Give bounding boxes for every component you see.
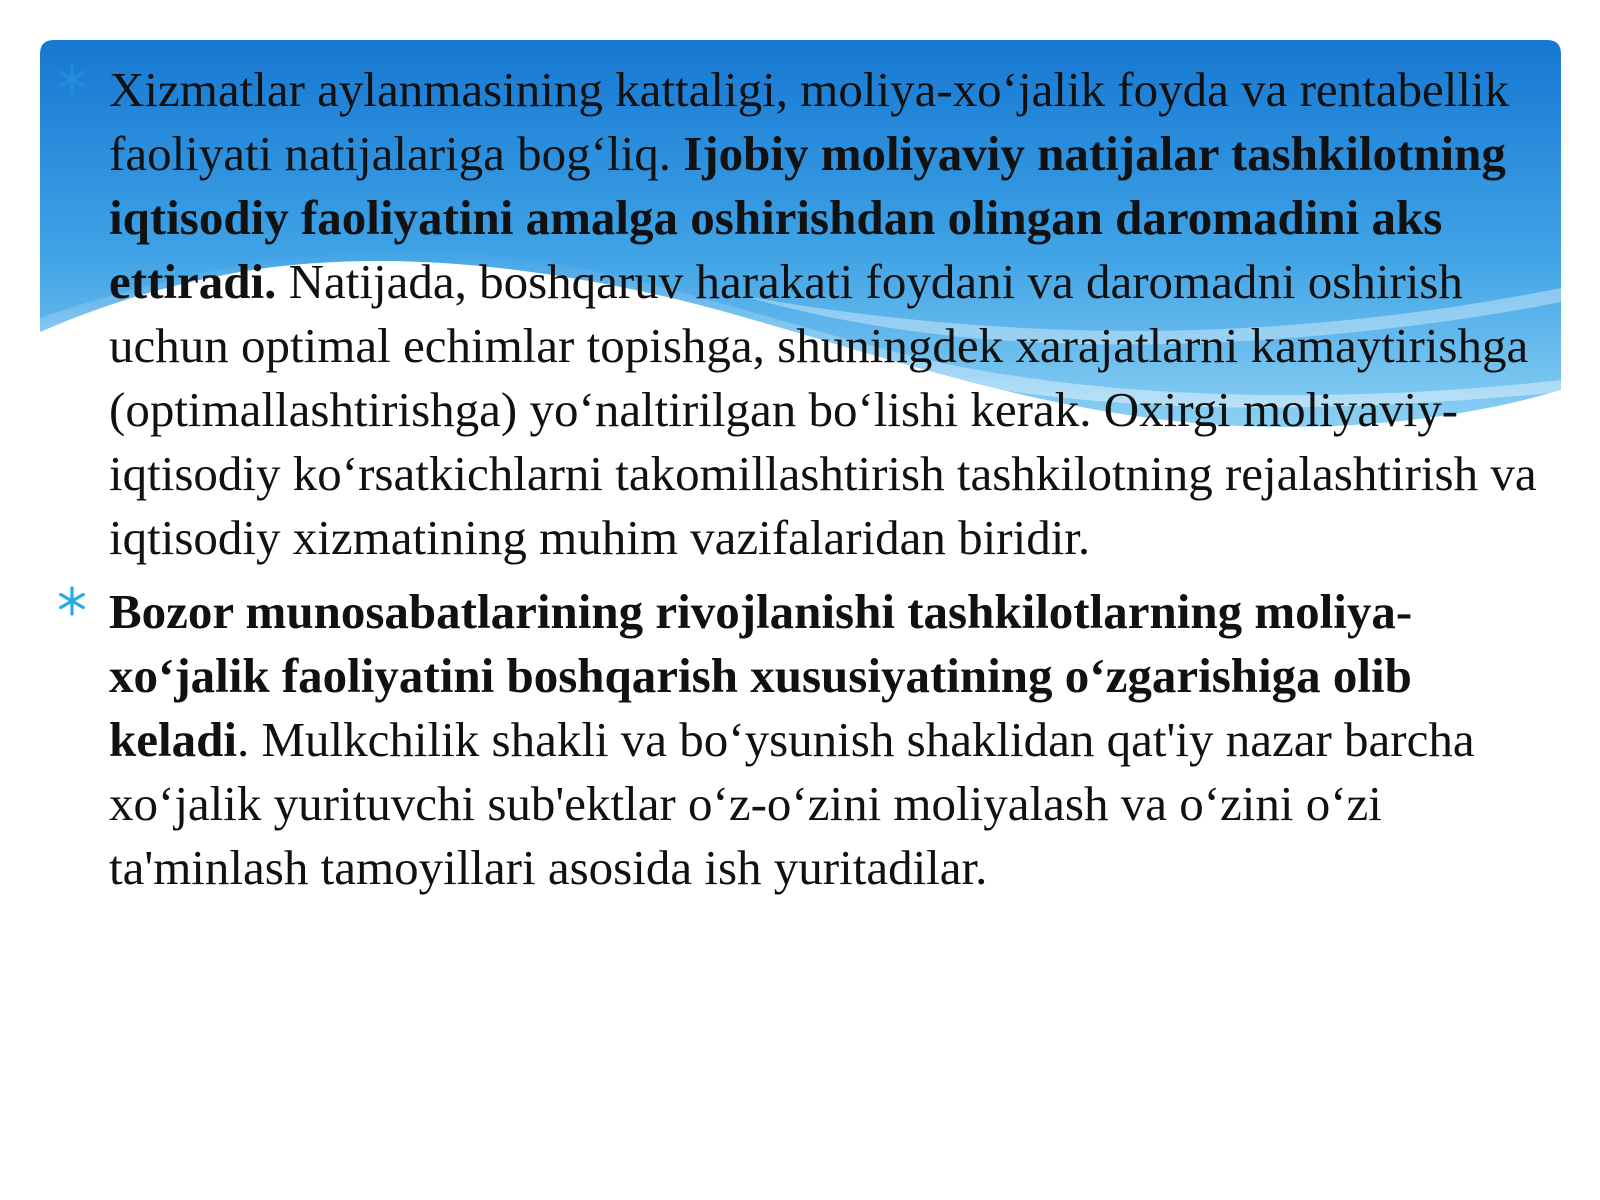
bullet-text: Xizmatlar aylanmasining kattaligi, moliya-xo‘jalik foyda va rentabellik faoliyati natijalariga bog‘liq. <box>109 62 1510 181</box>
bullet-item <box>57 58 1557 570</box>
bullet-text: Natijada, boshqaruv harakati foydani va daromadni oshirish uchun optimal echimlar topishga, shuningdek xarajatlarni kamaytirishga (optimallashtirishga) yo‘naltirilgan bo‘lishi kerak. Oxirgi moliyaviy-iqtisodiy ko‘rsatkichlarni takomillashtirish tashkilotning rejalashtirish va iqtisodiy xizmatining muhim vazifalaridan biridir. <box>109 254 1537 565</box>
slide-body <box>57 58 1557 910</box>
bullet-text: . Mulkchilik shakli va bo‘ysunish shaklidan qat'iy nazar barcha xo‘jalik yurituvchi sub'ektlar o‘z-o‘zini moliyalash va o‘zini o‘zi ta'minlash tamoyillari asosida ish yuritadilar. <box>109 712 1475 895</box>
bullet-bold-text: Ijobiy moliyaviy natijalar tashkilotning iqtisodiy faoliyatini amalga oshirishdan olingan daromadini aks ettiradi. <box>109 126 1506 309</box>
star-bullet-icon <box>57 64 87 94</box>
bullet-item <box>57 580 1557 900</box>
star-bullet-icon <box>57 586 87 616</box>
bullet-bold-text: Bozor munosabatlarining rivojlanishi tashkilotlarning moliya-xo‘jalik faoliyatini boshqarish xususiyatining o‘zgarishiga olib keladi <box>109 584 1413 767</box>
